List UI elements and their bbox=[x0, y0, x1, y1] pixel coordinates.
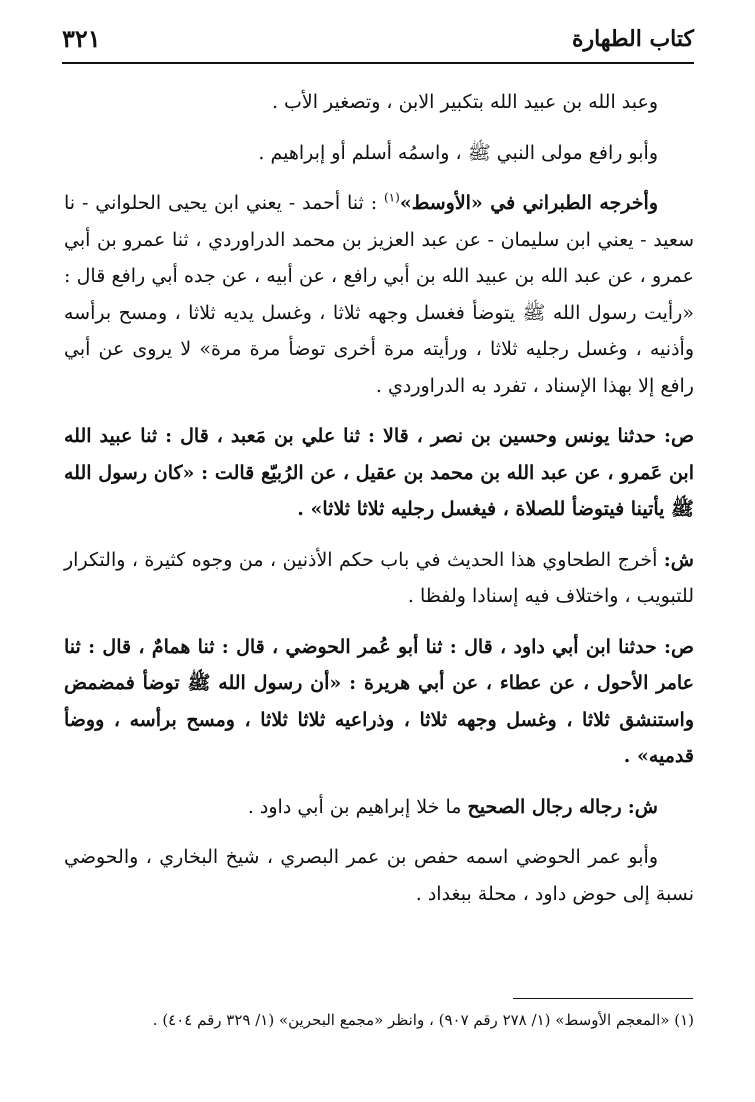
text-marker: ص: bbox=[664, 635, 694, 658]
paragraph-2: وأبو رافع مولى النبي ﷺ ، واسمُه أسلم أو إبراهيم . bbox=[258, 141, 658, 164]
paragraph-7-emphasis: رجاله رجال الصحيح bbox=[467, 795, 622, 818]
footnote: (١) «المعجم الأوسط» (١/ ٢٧٨ رقم ٩٠٧) ، وانظر «مجمع البحرين» (١/ ٣٢٩ رقم ٤٠٤) . bbox=[152, 1011, 694, 1029]
paragraph-4-body: حدثنا يونس وحسين بن نصر ، قالا : ثنا علي بن مَعبد ، قال : ثنا عبيد الله ابن عَمرو ، عن عبد الله بن محمد بن عقيل ، عن الرُبيّع قالت : «كان رسول الله ﷺ يأتينا فيتوضأ للصلاة ، فيغسل رجليه ثلاثا ثلاثا» . bbox=[64, 425, 694, 520]
paragraph-4 bbox=[64, 418, 694, 528]
footnote-reference: (١) bbox=[383, 190, 400, 205]
paragraph-7-body: ما خلا إبراهيم بن أبي داود . bbox=[247, 795, 462, 818]
running-header bbox=[62, 22, 694, 62]
footnote-divider bbox=[513, 998, 693, 999]
header-divider bbox=[62, 62, 694, 64]
paragraph-7 bbox=[64, 789, 694, 826]
paragraph-3-body: : ثنا أحمد - يعني ابن يحيى الحلواني - نا سعيد - يعني ابن سليمان - عن عبد العزيز بن محمد الدراوردي ، ثنا عمرو بن أبي عمرو ، عن عبد الله بن عبيد الله بن أبي رافع ، عن أبيه ، عن جده أبي رافع قال : «رأيت رسول الله ﷺ يتوضأ فغسل وجهه ثلاثا ، وغسل يديه ثلاثا ، ومسح برأسه وأذنيه ، وغسل رجليه ثلاثا ، ورأيته مرة أخرى توضأ مرة مرة» لا يروى عن أبي رافع إلا بهذا الإسناد ، تفرد به الدراوردي . bbox=[64, 192, 694, 397]
text-marker: ص: bbox=[664, 425, 694, 447]
paragraph-6 bbox=[64, 629, 694, 775]
paragraph-8: وأبو عمر الحوضي اسمه حفص بن عمر البصري ، شيخ البخاري ، والحوضي نسبة إلى حوض داود ، محلة ببغداد . bbox=[64, 846, 694, 905]
paragraph-5-body: أخرج الطحاوي هذا الحديث في باب حكم الأذنين ، من وجوه كثيرة ، والتكرار للتبويب ، واختلاف فيه إسنادا ولفظا . bbox=[64, 548, 694, 607]
chapter-title: كتاب الطهارة bbox=[571, 26, 694, 52]
commentary-marker: ش: bbox=[627, 795, 658, 818]
page-number: ٣٢١ bbox=[62, 24, 101, 53]
source-lead: وأخرجه الطبراني في «الأوسط» bbox=[399, 192, 658, 214]
commentary-marker: ش: bbox=[663, 548, 695, 571]
main-text bbox=[64, 84, 694, 926]
paragraph-3 bbox=[64, 185, 694, 404]
paragraph-5 bbox=[64, 542, 694, 615]
paragraph-6-body: حدثنا ابن أبي داود ، قال : ثنا أبو عُمر الحوضي ، قال : ثنا همامٌ ، قال : ثنا عامر الأحول ، عن عطاء ، عن أبي هريرة : «أن رسول الله ﷺ توضأ فمضمض واستنشق ثلاثا ، وغسل وجهه ثلاثا ، وذراعيه ثلاثا ثلاثا ، ومسح برأسه ، ووضأ قدميه» . bbox=[64, 635, 694, 767]
paragraph-1: وعبد الله بن عبيد الله بتكبير الابن ، وتصغير الأب . bbox=[271, 91, 658, 113]
